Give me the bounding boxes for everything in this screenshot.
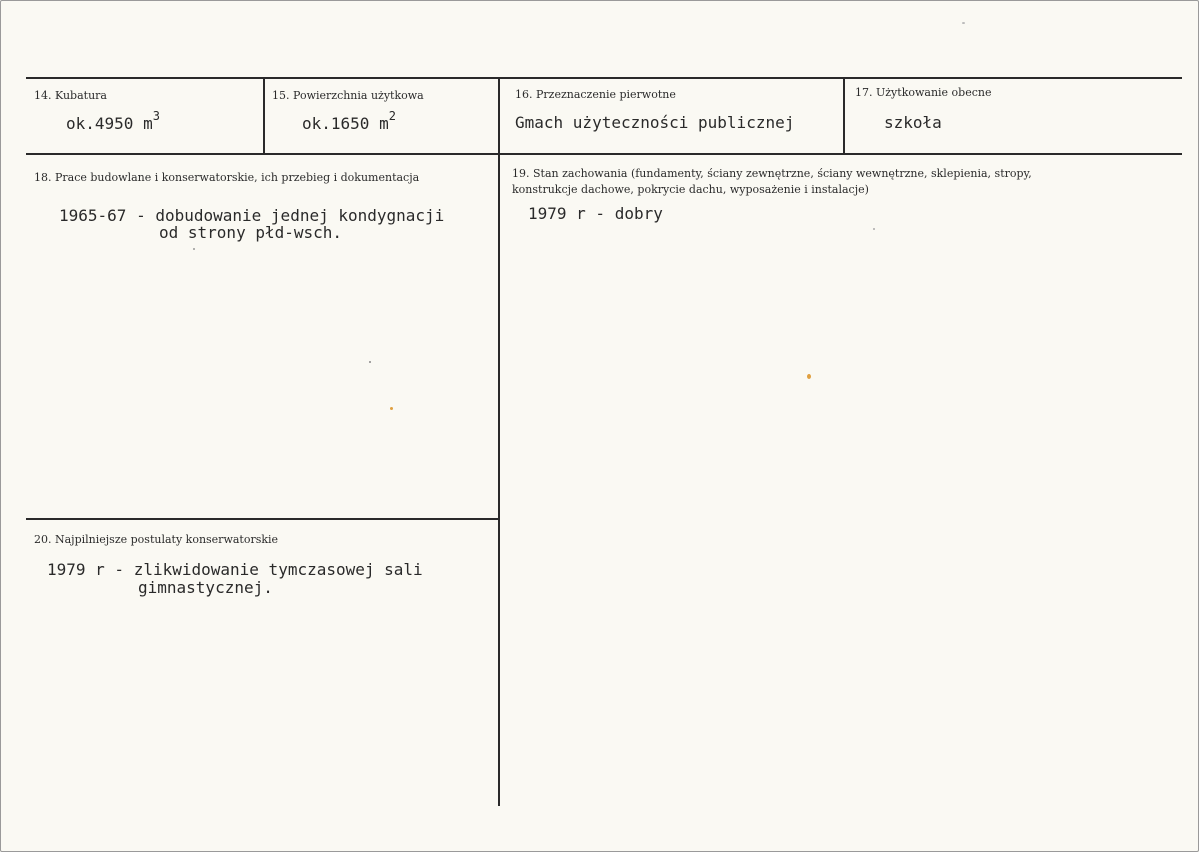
field-19-label-line-1: 19. Stan zachowania (fundamenty, ściany zewnętrzne, ściany wewnętrzne, sklepienia, stropy, xyxy=(512,167,1032,180)
field-19-label-line-2: konstrukcje dachowe, pokrycie dachu, wyposażenie i instalacje) xyxy=(512,183,869,196)
field-20-line-2: gimnastycznej. xyxy=(138,578,273,597)
field-20-line-1: 1979 r - zlikwidowanie tymczasowej sali xyxy=(47,560,423,579)
paper-speck xyxy=(807,374,811,379)
paper-speck xyxy=(962,22,965,24)
column-divider-3 xyxy=(843,79,845,154)
field-15-value xyxy=(302,109,396,134)
field-16-value: Gmach użyteczności publicznej xyxy=(515,113,795,132)
column-divider-1 xyxy=(263,79,265,154)
field-14-value xyxy=(66,109,160,134)
field-18-line-2: od strony płd-wsch. xyxy=(159,223,343,242)
field-19-value: 1979 r - dobry xyxy=(528,204,663,223)
paper-speck xyxy=(390,407,393,410)
column-divider-2 xyxy=(498,79,500,806)
field-14-superscript: 3 xyxy=(152,109,160,123)
field-17-value: szkoła xyxy=(884,113,942,132)
field-20-label: 20. Najpilniejsze postulaty konserwatorskie xyxy=(34,533,279,546)
field-16-label: 16. Przeznaczenie pierwotne xyxy=(515,88,676,101)
paper-speck xyxy=(873,228,875,230)
field-17-label: 17. Użytkowanie obecne xyxy=(855,86,992,99)
section-divider-20 xyxy=(26,518,498,520)
field-15-label: 15. Powierzchnia użytkowa xyxy=(272,89,424,102)
field-14-text: ok.4950 m xyxy=(66,114,153,133)
field-18-label: 18. Prace budowlane i konserwatorskie, ich przebieg i dokumentacja xyxy=(34,171,420,184)
field-18-line-1: 1965-67 - dobudowanie jednej kondygnacji xyxy=(59,206,445,225)
field-14-label: 14. Kubatura xyxy=(34,89,107,102)
top-rule xyxy=(26,77,1182,79)
paper-speck xyxy=(369,361,371,363)
paper-speck xyxy=(193,248,195,250)
field-15-text: ok.1650 m xyxy=(302,114,389,133)
row-divider xyxy=(26,153,1182,155)
field-15-superscript: 2 xyxy=(388,109,396,123)
